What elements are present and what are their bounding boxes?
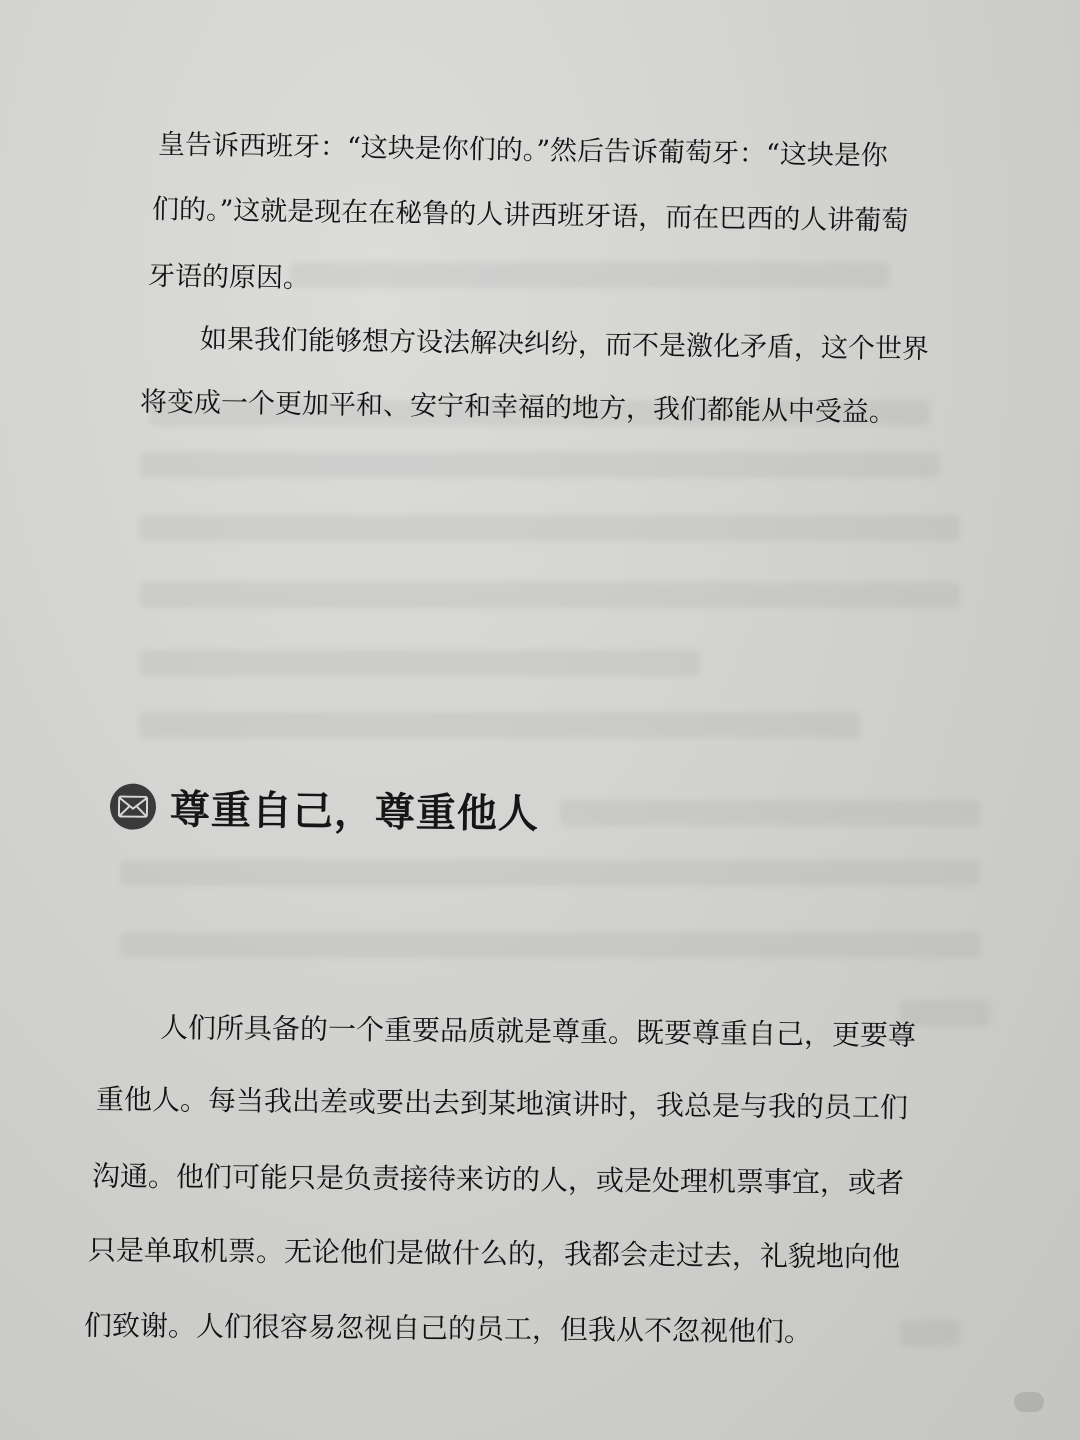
watermark-badge xyxy=(1014,1392,1044,1412)
text-line: 们致谢。人们很容易忽视自己的员工，但我从不忽视他们。 xyxy=(83,1308,813,1349)
text-line: 沟通。他们可能只是负责接待来访的人，或是处理机票事宜，或者 xyxy=(91,1159,905,1200)
text-line: 重他人。每当我出差或要出去到某地演讲时，我总是与我的员工们 xyxy=(95,1082,909,1125)
text-line: 牙语的原因。 xyxy=(147,260,311,295)
text-line: 如果我们能够想方设法解决纠纷，而不是激化矛盾，这个世界 xyxy=(199,323,930,366)
text-line: 只是单取机票。无论他们是做什么的，我都会走过去，礼貌地向他 xyxy=(87,1233,901,1274)
text-line: 皇告诉西班牙：“这块是你们的。”然后告诉葡萄牙：“这块是你 xyxy=(157,129,889,172)
text-line: 人们所具备的一个重要品质就是尊重。既要尊重自己，更要尊 xyxy=(159,1011,917,1052)
section-title: 尊重自己，尊重他人 xyxy=(169,787,540,838)
text-line: 们的。”这就是现在在秘鲁的人讲西班牙语，而在巴西的人讲葡萄 xyxy=(151,194,909,237)
envelope-icon xyxy=(110,783,157,830)
section-heading xyxy=(110,777,540,839)
text-line: 将变成一个更加平和、安宁和幸福的地方，我们都能从中受益。 xyxy=(139,386,897,429)
